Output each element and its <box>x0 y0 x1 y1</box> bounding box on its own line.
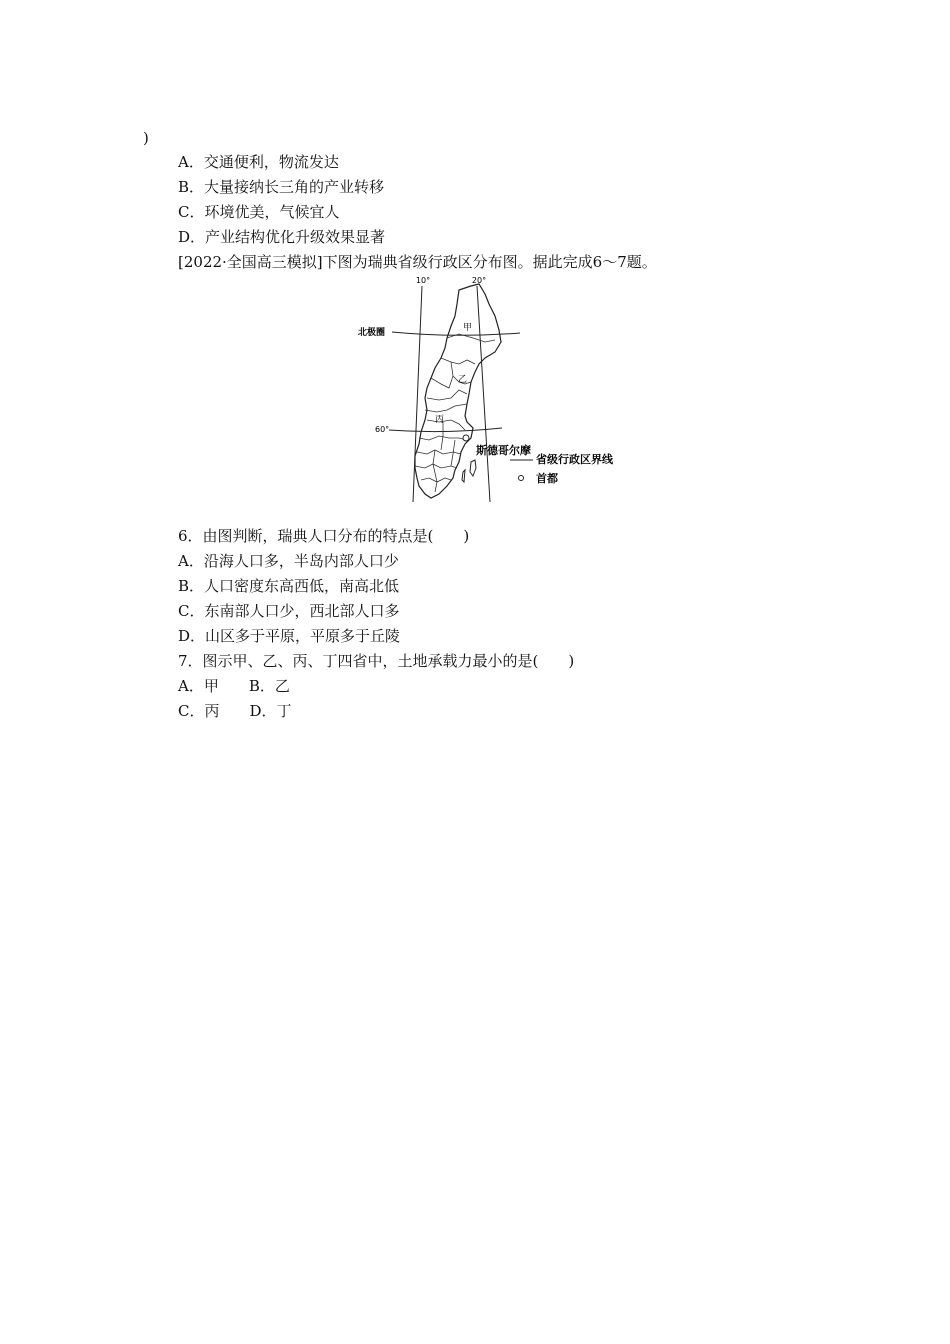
meridian-20-line <box>477 286 490 502</box>
prev-option-a[interactable]: A．交通便利，物流发达 <box>178 153 339 171</box>
sweden-province-map <box>355 272 635 504</box>
stockholm-capital-marker <box>463 435 469 441</box>
q6-option-a[interactable]: A．沿海人口多，半岛内部人口少 <box>178 552 399 570</box>
legend-capital-circle-icon <box>519 476 524 481</box>
legend-boundary-label: 省级行政区界线 <box>536 453 613 466</box>
prev-option-d[interactable]: D．产业结构优化升级效果显著 <box>178 228 386 246</box>
lon-20-label: 20° <box>471 276 487 285</box>
legend-capital-label: 首都 <box>536 472 558 485</box>
q7-options-row-2[interactable]: C．丙 D．丁 <box>178 702 292 720</box>
capital-name-label: 斯德哥尔摩 <box>476 444 531 457</box>
intro-text: [2022·全国高三模拟]下图为瑞典省级行政区分布图。据此完成6～7题。 <box>178 253 657 271</box>
meridian-10-line <box>413 286 422 502</box>
oland-island <box>462 470 465 482</box>
lon-10-label: 10° <box>415 276 431 285</box>
q7-options-row-1[interactable]: A．甲 B．乙 <box>178 677 290 695</box>
province-jia-label: 甲 <box>463 323 473 333</box>
prev-option-c[interactable]: C．环境优美，气候宜人 <box>178 203 340 221</box>
q6-option-d[interactable]: D．山区多于平原，平原多于丘陵 <box>178 627 401 645</box>
q6-option-b[interactable]: B．人口密度东高西低，南高北低 <box>178 577 400 595</box>
province-bing-label: 丙 <box>435 415 445 425</box>
arctic-circle-label: 北极圈 <box>358 328 386 338</box>
province-yi-label: 乙 <box>458 375 468 385</box>
q6-stem: 6．由图判断，瑞典人口分布的特点是( ) <box>178 527 470 545</box>
q7-stem: 7．图示甲、乙、丙、丁四省中，土地承载力最小的是( ) <box>178 652 575 670</box>
prev-option-b[interactable]: B．大量接纳长三角的产业转移 <box>178 178 385 196</box>
gotland-island <box>470 460 476 476</box>
q6-option-c[interactable]: C．东南部人口少，西北部人口多 <box>178 602 400 620</box>
previous-question-close-paren: ) <box>143 129 149 147</box>
lat-60-label: 60° <box>375 425 390 434</box>
parallel-60-line <box>389 428 502 432</box>
